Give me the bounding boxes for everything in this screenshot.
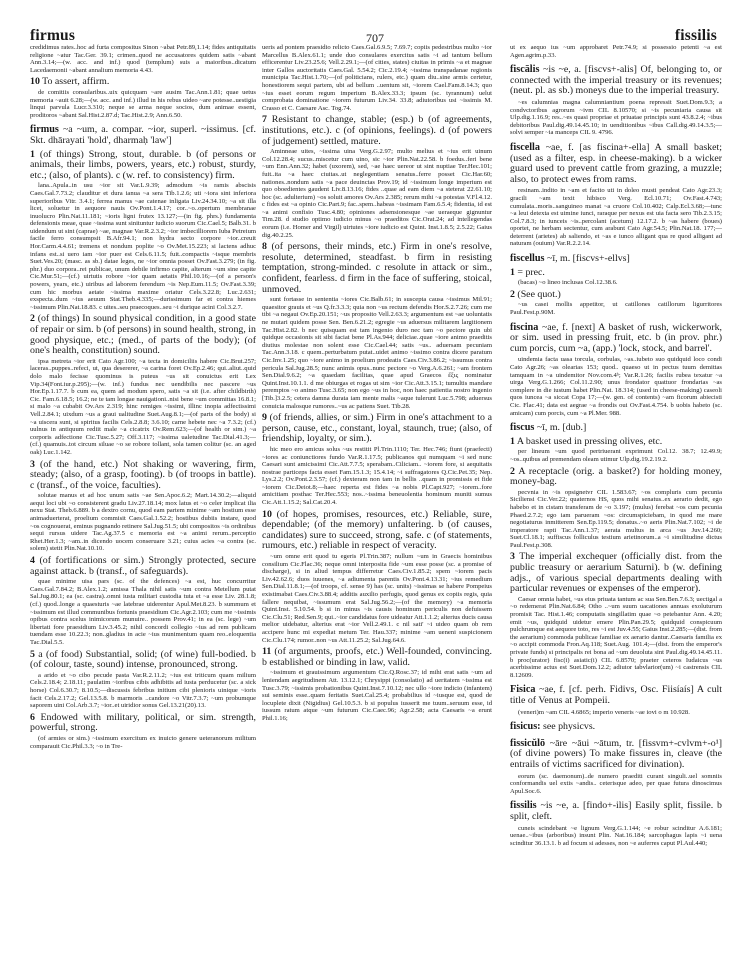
entry-firmus-headword: firmus ~a ~um, a. compar. ~ior, superl. ~issimus. [cf. Skt. dhārayati 'hold', dharmaḥ 'law'] <box>30 124 256 146</box>
fiscus-sense-1-citations: per lineum ~um quod pertriuerant exprimunt Col.12. 38.7; 12.49.9; ~os..quibus ad premendam oleam utimur Ulp.dig.19.2.19.2. <box>510 448 722 463</box>
fiscus-sense-2-definition: 2 A receptacle (orig. a basket?) for holding money, money-bag. <box>510 465 722 488</box>
entry-fisica-headword: Fisica ~ae, f. [cf. perh. Fidivs, Osc. Fiisíaís] A cult title of Venus at Pompeii. <box>510 684 722 706</box>
fiscellus-sense-2-citations: ~us casei mollis appetitor, ut catillones catillorum ligurritores Paul.Fest.p.90M. <box>510 301 722 317</box>
entry-fiscus-headword: fiscus ~ī, m. [dub.] <box>510 422 587 434</box>
sense-5-definition: 5 a (of food) Substantial, solid; (of wine) full-bodied. b (of colour, taste, sound) intense, pronounced, strong. <box>30 648 256 671</box>
entry-fisica-citations: (veneri)m ~am CIL 4.6865; imperio veneris ~ae iovi o m 10.928. <box>518 708 690 716</box>
fiscus-sense-3-definition: 3 The imperial exchequer (officially dist. from the public treasury or aerarium Saturni). b (w. defining adjs., of various special departments dealing with particular revenues or expenses of the emperor). <box>510 551 722 595</box>
fiscus-sense-1-definition: 1 A basket used in pressing olives, etc. <box>510 435 663 447</box>
page-number: 707 <box>366 31 384 45</box>
guide-word-right: fissilis <box>674 27 717 44</box>
sense-3-definition: 3 (of the hand, etc.) Not shaking or wavering, firm, steady; (also, of a grasp, footing). b (of troops in battle). c (transf., of the voice, faculties). <box>30 458 256 491</box>
fiscellus-sense-1-citations: (bacas) ~o lineo inclusas Col.12.38.6. <box>518 279 618 287</box>
entry-fiscella-citations: resinam..indito in ~am et facito uti in doleo musti pendeat Cato Agr.23.3; gracili ~am texit hibisco Verg. Ecl.10.71; Ov.Fast.4.743; cumulata..moris..sanguineo manat ~a cruore Col.10.402; Calp.Ecl.3.68;—tunc ~a leui detexta est uimine iunci, raraque per nexus est uia facta sero Tib.2.3.15; Col.7.8.3; in iunceis ~is..percolant (acetum) 12.17.2. b ~as habere (boues) oportet, ne herbam sectentur, cum arabunt Cato Agr.54.5; Plin.Nat.18. 177;—deterrent (arietes) ab saliendo, et ~as e iunco alligant qua re quod alligant ad naturam (ouium) Var.R.2.2.14. <box>510 187 722 248</box>
sense-10-citations: ~um omne erit quod tu egeris Pl.Trin.387; nullum ~um in Graecis hominibus consilium Cic.Flac.36; neque omni interposita fide ~um esse posse (sc. a promise of discharge), si in aliud tempus differretur Caes.Civ.1.85.2; spem ~iorem pacis Liv.42.62.6; duos iuuenes, ~a adiumenta parentis Ov.Pont.4.13.31; ~ius remedium Sen.Dial.11.8.1;—(of troops, cf. sense 9) has (sc. units) ~issimas se habere Pompeius existimabat Caes.Civ.3.88.4; additis auxilio perfugis, quod genus ex copiis regis, quia fallere nequibat, ~issumum erat Sal.Jug.56.2;—(of the memory) ~a memoria Quint.Inst. 5.10.54. b si in minus ~is causis hominum periculis non defuissem Cic.Clu.51; Red.Sen.9; qui..~ior candidatus fore uideatur Att.1.1.2; alterius ducis causa melior uidebatur, alterius erat ~ior Vell.2.49.1. c nil sati' ~i uideo quam ob rem accipere hunc mi expediat metum Ter. Hau.337; minime ~am ueneni suspicionem Cic.Clu.174; rumor..non ~us Att.11.25.2; Sal.Jug.64.6. <box>262 553 492 644</box>
entry-fiscella-headword: fiscella ~ae, f. [as fiscina+-ella] A small basket; (used as a filter, esp. in cheese-making). b a wicker guard used to prevent cattle from grazing, a muzzle; also, to protect ewes from rams. <box>510 141 722 185</box>
fiscus-sense-2-citations: pecvnia in ~is opsignetvr CIL 1.583.67; ~os compluris cum pecunia Siciliensi Cic.Ver.22; quaternos HS, quos mihi senatus..ex aerario dedit, ego habebo et in cistam transferam de ~o 3.197; (mulus) ferebat ~os cum pecunia Phaed.2.7.2; ego iam parueram ~os: circumspiciebam, in quod me mare negotiaturus inmitterem Sen.Ep.119.5; donatus..~o aeris Plin.Nat.7.102; ~i de imperatore rapti Tac.Ann.1.37; aerata multus in arca ~us Juv.14.260; Suet.Cl.18.1; suffiscus folliculus testium arietinorum..a ~i similitudine dictus Paul.Fest.p.308. <box>510 488 722 549</box>
fiscellus-sense-2-definition: 2 (See quot.) <box>510 288 561 300</box>
entry-fissilis-headword: fissilis ~is ~e, a. [findo+-ilis] Easily split, fissile. b split, cleft. <box>510 800 722 822</box>
sense-2-citations: ipsa metreta ~ior erit Cato Agr.100; ~a tecta in domiciliis habere Cic.Brut.257; laceras..puppes..refeci, ut, qua desererer, ~a carina foret Ov.Ep.2.46; qui..aliut..quid dolo malo fecisse quominus is puteus ~us sit conuictus erit Lex Vip.34(Font.iur.p.295);—(w. inf.) fundus nec uendibilis nec pascere ~us Hor.Ep.1.17.7. b cum ea, quem ad modum spero, satis ~a sit (i.e. after childbirth) Cic. Fam.6.18.5; 16.2; ne te tam longae nauigationi..nisi bene ~um committas 16.8.1; si malo ~a cubabit Ov.Ars 2.319; hinc remiges ~issimi, illinc inopia adfectissimi Vell.2.84.1; uixdum ~us a graui ualitudine Suet.Aug.8.1;—(of parts of the body) si ~a uiscera sunt, si spiritus facilis Cels.2.8.8; 3.6.10; carne hebete nec ~a 7.3.2; (cf.) uulnus in antiquum rediit male ~a cicatrix Ov.Rem.623;—(of health or sim.) ~a corporis adfectione Cic.Tusc.5.27; Off.3.117; ~issima ualetudine Tac.Dial.41.3;—(cf.) quamuis..tot circum siluae ~o se robore tollant, sola tamen colitur (sc. an aged oak) Luc.1.142. <box>30 357 256 456</box>
entry-fiscina-citations: uindemia facta uasa torcula, corbulas, ~as..iubeto suo quidquid loco condi Cato Agr.26; ~as olearias 153; quod.. quaeso ut in pectus tuum demittas tamquam in ~a uindemitor Nov.com.4ᵇ; Var.R.1.26; facilis rubea texatur ~a uirga Verg.G.1.266; Col.11.2.90; unus frondator quattuor frondarias ~as complere in die iustum habet Plin.Nat. 18.314; (used in cheese-making) caseoli quos iuncea ~a siccat Copa 17;—(w. gen. of contents) ~am ficorum abiecisti Cic. Flac.41; data est aegrae ~a frondis oui Ov.Fast.4.754. b uobis habeto (sc. amicam) cum porcis, cum ~a Pl.Mer. 988. <box>510 356 722 417</box>
entry-fissiculo-citations: eorum (sc. daemonum)..de numero praediti curant singuli..uel somniis conformandis uel extis ~andis.. ceterisque adeo, per quae futura dinoscimus Apul.Soc.6. <box>510 772 722 795</box>
sense-6-definition: 6 Endowed with military, political, or sim. strength, powerful, strong. <box>30 711 256 734</box>
sense-4-definition: 4 (of fortifications or sim.) Strongly protected, secure against attack. b (transf., of safeguards). <box>30 555 256 577</box>
entry-fiscalis-citations: ~es calumnias magna calumniantium poena repressit Suet.Dom.9.3; a condvctoribus agrorum ~ivm CIL 8.10570; si ~is pecuniaria causa sit Ulp.dig.1.16.9; res..~es quasi propriae et priuatae principis sunt 43.8.2.4; ~ibus debitoribus Paul.dig.49.14.45.10; in uenditionibus ~ibus Call.dig.49.14.3.5;—solvi semper ~ia manceps CIL 9. 4796. <box>510 98 722 137</box>
sense-7-citations: Aminneae uites, ~issima uina Verg.G.2.97; multo melius et ~ius erit uinum Col.12.28.4; sucus..miscetur cum uino, sic ~ior Plin.Nat.22.58. b foedus..feri bene ~um Enn.Ann.32; habet (uxorem), sed, ~ae haec uereor ut sint nuptiae Ter.Hec.101; fuit..ita ~a haec ciuitas..ut neglegentiam senatus..ferre posset Cic.Har.60; nationes..nondum satis ~a pace deuinctas Prov.19; id ~issimum longe imperium est quo oboedientes gaudent Liv.8.13.16; fides ..quae ad eam diem ~a steterat 22.61.10; hoc (sc. adulterium) ~os soluit amores Ov.Ars 2.385; rerum mihi ~a potestas V.Fl.4.12. c fides est ~a opinio Cic.Part.9; fac..spem..habeas ~issimam Fam.6.5.4; fidentia, id est ~a animi confisio Tusc.4.80; opiniones adsensionesque ~ae ueraeque gignuntur Tim.28. d studio optimo iudicio minus ~o praeditos Cic.Orat.24; ad intellegendas eorum (i.e. Homer and Virgil) uirtutes ~iore iudicio est Quint. Inst.1.8.5; 2.5.22; Gaius dig.40.2.25. <box>262 148 492 239</box>
sense-5-citations: a arido et ~o cibo pecude pasta Var.R.2.11.2; ~ius est triticum quam milium Cels.2.18.4; 2.18.11; paulatim ~ioribus cibis adhibitis ad iusta perducetur (sc. a sick horse) Col.6.30.7; 8.10.5;—discussis febribus initium cibi plenioris uinique ~ioris facit Cels.2.17.2; Gel.13.5.8. b marmoris ..candore ~o Vitr.7.3.7; ~um probumque saporem uini Col.Arb.3.7; ~ior..et uiridior sonus Gel.13.21(20).13. <box>30 671 256 710</box>
fiscus-sense-3-citations: Caesar omnia habet, ~us eius priuata tantum ac sua Sen.Ben.7.6.3; uectigal a ~o redemerat Plin.Nat.6.84; Otho ..~um suum uacationes annuas exoluturum promisit Tac. Hist.1.46; computatis singillatim quae ~o petebantur Ann. 4.20; emit ~us, quidquid uidetur emere Plin.Pan.29.5; quidquid conspicuum pulchrumque est aequore toto, res ~i est Juv.4.55; Gaius Inst.2.285;—(dist. from the aerarium) commoda publicae familiae ex aerario dantur..Caesaris familia ex ~o accipit commoda Fron.Aq.118; Suet.Aug. 101.4;—(dist. from the emperor's private funds) si principalis rei bona ad ~um deuoluta sint Paul.dig.49.14.45.11. b proc(urator) fisc(i) asiatic(i) CIL 6.8570; praeter ceteros Iudaicus ~us acerbissime actus est Suet.Dom.12.2; adiutor tabvlarior(um) ~i castrensis CIL 8.12609. <box>510 595 722 679</box>
sense-9-definition: 9 (of friends, allies, or sim.) Firm in one's attachment to a person, cause, etc., constant, loyal, staunch, true; (also, of friendship, loyalty, or sim.). <box>262 412 492 445</box>
citation-block: credidimus rates..hoc ad furta compositus Sinon ~abat Petr.89,1.14; fides antiquitatis religione ~atur Tac.Ger. 39.1; crimen..quod ne accusatores quidem satis ~abant Ann.3.14;—(w. acc. and inf.) quod (templum) suis a maioribus..dicatum Lacedaemonii ~abant annalium memoria 4.43. <box>30 44 256 74</box>
sense-1-definition: 1 (of things) Strong, stout, durable. b (of persons or animals, their limbs, powers, years, etc.) robust, sturdy, etc.; (also, of plants). c (w. ref. to consistency) firm. <box>30 148 256 181</box>
entry-fissiculo-headword: fissicŭlō ~āre ~āui ~ātum, tr. [fissvm+-cvlvm+-o¹] (of divine powers) To make fissures in, cleave (the entrails of victims sacrificed for divination). <box>510 737 722 770</box>
sense-4-citations: quae minime uisa pars (sc. of the defences) ~a est, huc concurritur Caes.Gal.7.84.2; B.Alex.1.2; amissa Thala nihil satis ~um contra Metellum putat Sal.Jug.80.1; ea (sc. castra)..omni iusta militari custodia tuta et ~a esse Liv. 28.1.8; (cf.) quod..longe a quaesturis ~ae latebrae uiderentur Apul.Met.8.23. b summum et ~issimum est illud communibus fortunis praesidium Cic.Agr.2.103; cum me ~issimis opibus contra scelus inimicorum munuire.. possem Prov.41; in ea (sc. lege) ~um libertati fore praesidium Liv.3.45.2; nihil concordi collegio ~ius ad rem publicam tuendam esse 10.22.3; non..gladius in acie ~ius munimentum quam reo..eloquentia Tac.Dial.5.5. <box>30 578 256 646</box>
sense-2-definition: 2 (of things) In sound physical condition, in a good state of repair or sim. b (of persons) in sound health, strong, in good physique, etc.; (med., of parts of the body); (of one's health, constitution) sound. <box>30 313 256 357</box>
column-left <box>30 44 256 750</box>
entry-fisicus-crossref: fisicus: see physicvs. <box>510 721 596 733</box>
entry-fiscellus-headword: fiscellus ~ī, m. [fiscvs+-ellvs] <box>510 253 630 265</box>
entry-fiscina-headword: fiscina ~ae, f. [next] A basket of rush, wickerwork, or sim. used in pressing fruit, etc. b (in prov. phr.) cum porcis, cum ~a, (app.) 'lock, stock, and barrel'. <box>510 321 722 354</box>
sense-1-citations: lana..Apula..in usu ~ior sit Var.L.9.39; admodum ~is ramis abscisis Caes.Gal.7.73.2; clauditur et dura ianua ~a sera Tib.1.2.6; uti ~iora sint inferiora superioribus Vitr. 3.4.1; ferrea manus ~ae catenae inligata Liv.24.34.10; ~a sit illa licet, soluetur in aequore nauis Ov.Pont.1.4.17; cor..~o..opertum membranae inuolucro Plin.Nat.11.181; ~ioris ligni frutex 13.127;—(in fig. phrs.) fundamenta defensionis meae, quae ~issima sunt sinituntur iudicio suorum Cic.Cael.5; Balb.31. b uidendum ut sint (caprae) ~ae, magnae Var.R.2.3.2; ~ior imbecilliorem Iuba Petreium facile ferro consumpsit B.Afr.94.1; non hydra secto corpore ~ior..creuit Hor.Carm.4.4.61; tremens et nondum poplite ~o Ov.Met.15.223; si lactens adhuc infans est..si uero iam ~ior puer est Cels.6.11.5; fuit..compactis ~isque membris Suet.Ves.20; (masc. as sb.) datae leges, ne ~ior omnia posset Ov.Fast.3.279; (in fig. phr.) duo corpora..rei publicae, unum debile infirmo capite, alterum ~um sine capite Cic.Mur.51;—(cf.) uirtutis robore ~ior quam aetatis Phil.10.16;—(of a person's powers, years, etc.) uiribus ad laborem ferendum ~is Nep.Eum.11.5; Ov.Fast.3.39; cum hic morbus aetate ~issima maxime oriatur Cels.3.22.8; Luc.2.631; exspecta..dum ~ius aeuum Stat.Theb.4.335;—durissimum far et contra hiemes ~issimum Plin.Nat.18.83. c uites..seu praecoques..seu ~i durique acini Col.3.2.7. <box>30 182 256 311</box>
citation-block: ueris ad pontem praesidio relicto Caes.Gal.6.9.5; 7.69.7; copiis pedestribus multo ~ior Marcellus B.Alex.61.1; unde duo consulares exercitus satis ~i ad tantum bellum efficerentur Liv.23.25.6; Vell.2.29.1;—(of cities, states) ciuitas in primis ~a et magnae inter Gallos auctoritatis Caes.Gal. 5.54.2; Cic.2.19.4; ~issima transpadanae regionis municipia Tac.Hist.1.70;—(of politicians, rulers, etc.) quam diu..sine armis certetur, honestiorem sequi partem, ubi ad bellum ..uentum sit, ~iorem Cael.Fam.8.14.3; quo ~ius esset eorum regum imperium B.Alex.33.3; ipsum (sc. tyrannum) uelut comprobata dominatione ~iorem futurum Liv.34. 33.8; adiutoribus usi ~issimis M. Crasso et C. Caesare Asc. Tog.74. <box>262 44 492 112</box>
citation-block: ut ex aequo ius ~um approbaret Petr.74.9; si possessio petenti ~a est Agen.agrim.p.33. <box>510 44 722 59</box>
fiscellus-sense-1-definition: 1 = prec. <box>510 266 545 278</box>
entry-fissilis-citations: cuneis scindebant ~e lignum Verg.G.1.144; ~e robur scinditur A.6.181; uenae..~ibus (arboribus) insunt Plin. Nat.16.184; sarcophagus lapis ~i uena scinditur 36.13.1. b ad focum si adesses, non ~e auferres caput Pl.Aul.440; <box>510 824 722 847</box>
sense-10-definition: 10 (of hopes, promises, resources, etc.) Reliable, sure, dependable; (of the memory) unfaltering. b (of causes, candidates) sure to succeed, strong, safe. c (of statements, rumours, etc.) reliable in respect of veracity. <box>262 508 492 552</box>
sense-9-citations: hic meo ero amicus solus ~us restitit Pl.Trin.1110; Ter. Hec.746; fiunt (praefecti) ~iores ac coniunctiores fundo Var.R.1.17.5; publicanos qui numquam ~i sed nunc Caesari sunt amicissimi Cic.Att.7.7.5; sperabam..Ciliciam.. ~iorem fore, si aequitatis nostrae particeps facta esset Fam.15.1.3; 15.4.14; ~i suffragatores Q.Cic.Pet.35; Nep. Lys.2.2; Ov.Pont.2.3.57; (cf.) dexteram non tam in bellis ..quam in promissis et fide ~iorem Cic.Deiot.8;—haec reperta est fides ~a nobis Pl.Capt.927; ~iorem..fore amicitiam posthac Ter.Hec.553; nos..~issima beneuolentia hominum muniti sumus Cic.Att.1.15.2; Sal.Cat.20.4. <box>262 445 492 507</box>
entry-fiscalis-headword: fiscālis ~is ~e, a. [fiscvs+-alis] Of, belonging to, or connected with the imperial treasury or its revenues; (neut. pl. as sb.) moneys due to the imperial treasury. <box>510 64 722 97</box>
sense-6-citations: (of armies or sim.) ~issimum exercitum ex inuicto genere ueteranorum militum comparauit Cic.Phil.3.3; ~o in Tre- <box>30 734 256 750</box>
sense-3-citations: solutae manus et ad hoc unum satis ~ae Sen.Apoc.6.2; Mart.14.30.2;—aliquid aequi loci ubi ~o consisterent gradu Liv.27.18.14; mox latus et ~o celer implicat ilia nexu Stat. Theb.6.889. b a dextro cornu, quod eam partem minime ~am hostium esse animaduerterat, proelium commisit Caes.Gal.1.52.2; hostibus dubiis instare, quod ~os cognouerat, eminus pugnando retinere Sal.Jug.51.5; ubi compositos ~is ordinibus sequi rursus uidere Tac.Ag.37.5 c memoria est ~a animi rerum..perceptio Rhet.Her.1.3; ~am..in dicendo uocem conseruare 3.21; cuius acies ~a contra (sc. solem) stetit Plin.Nat.10.10. <box>30 492 256 553</box>
guide-word-left: firmus <box>30 27 76 44</box>
sense-7-definition: 7 Resistant to change, stable; (esp.) b (of agreements, institutions, etc.). c (of opinions, feelings). d (of powers of judgement) settled, mature. <box>262 114 492 147</box>
sense-11-definition: 11 (of arguments, proofs, etc.) Well-founded, convincing. b established or binding in law, valid. <box>262 646 492 668</box>
sense-10-definition: 10 To assert, affirm. <box>30 76 110 88</box>
sense-8-citations: sunt fortasse in sententia ~iores Cic.Balb.61; in suscepta causa ~issimus Mil.91; quaesitor grauis et ~us Q.fr.3.3.3; quia non ~us rectum defendis Hor.S.2.7.26; cum me tibi ~a negaui Ov.Ep.20.151; ~us proposito Vell.2.63.3; argumentum est ~ae uoluntatis ne mutari quidem posse Sen. Ben.6.21.2; egregie ~us aduersus militarem largitionem Tac.Hist.2.82. b nec quisquam est tam ingenio duro nec tam ~o pectore quin ubi quidque occasionis sit sibi faciat bene Pl.As.944; deliciae..quae ~iore animo praeditis diutius molestae non solent esse Cic.Cael.44; satis ~us.. aduersam pecuniam Tac.Ann.3.18. c quem..perturbatum putat..uidet animo ~issimo contra dicere paratum Cic.Inv.1.25; quo ~iore animo in proelium prodeatis Caes.Civ.3.86.2; ~issumus contra pericula Sal.Jug.28.5; nunc animis opus..nunc pectore ~o Verg.A.6.261; ~am frontem Sen.Dial.9.6.2; ~a quaedam facilitas, quae apud Graecos ἕξις nominatur Quint.Inst.10.1.1. d me obiurgas et rogas ut sim ~ior Cic.Att.3.15.1; tumultis mandare peremptos ~o animo Tusc.3.65; non ego ~us in hoc, non haec patientia nostro ingenio [Tib.]3.2.5; cetera damna durata iam mente malis ~aque tulerunt Luc.5.798; aduersus conuicia malosque rumores..~us ac patiens Suet. Tib.28. <box>262 296 492 410</box>
column-right <box>510 44 722 847</box>
sense-10-citations: de comitiis consularibus..uix quicquam ~are ausim Tac.Ann.1.81; quae uetus memoria ~auit 6.28;—(w. acc. and inf.) illud in his rebus uideo ~are potesse..uestigia linqui parvula Lucr.3.310; neque se arma neque socios, dum animae essent, proditoros ~abant Sal.Hist.2.87.d; Tac.Hist.2.9; Ann.6.50. <box>30 88 256 119</box>
sense-11-citations: ~issimum et grauissimum argumentum Cic.Q.Rosc.37; id mihi erat satis ~um ad leniendam aegritudinem Att. 13.12.1; Chrysippi (consolatio) ad ueritatem ~issima est Tusc.3.79; ~issimis probationibus Quint.Inst.7.10.12; nec ullo ~iore indicio (infantem) sui seminis esse..quam feritatis Suet.Cal.25.4; probabilius id ~iusque est, quod de locuplete dixit (Nigidius) Gel.10.5.3. b si populus iusserit me tuum..seruum esse, id iussum ratum atque ~um futurum Cic.Caec.96; Agr.2.58; acta Caesaris ~a erunt Phil.1.16; <box>262 669 492 722</box>
sense-8-definition: 8 (of persons, their minds, etc.) Firm in one's resolve, resolute, determined, steadfast. b firm in resisting temptation, strong-minded. c resolute in attack or sim., confident, fearless. d firm in the face of suffering, stoical, unmoved. <box>262 241 492 295</box>
column-middle <box>262 44 492 723</box>
